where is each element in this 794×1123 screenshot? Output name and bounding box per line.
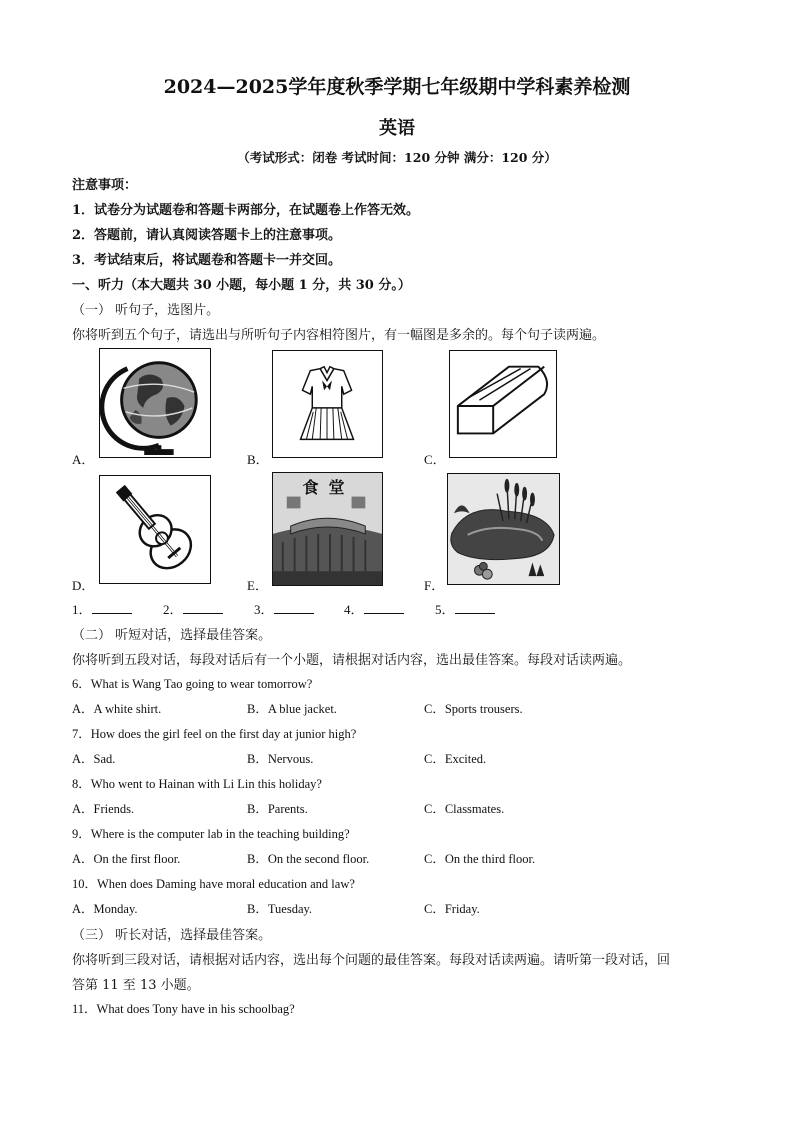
- answer-blank[interactable]: 2．: [163, 599, 223, 618]
- subject-title: 英语: [379, 118, 415, 139]
- answer-blank[interactable]: 3．: [254, 599, 314, 618]
- part-heading: （一） 听句子，选图片。: [72, 303, 220, 318]
- picture-letter: B．: [247, 452, 269, 467]
- part-heading: （二） 听短对话，选择最佳答案。: [72, 628, 272, 643]
- school-uniform-icon: [272, 350, 383, 458]
- question-text: 9．Where is the computer lab in the teaching building?: [72, 827, 350, 841]
- question-text: 6．What is Wang Tao going to wear tomorrow?: [72, 677, 313, 691]
- note-item: 2．答题前，请认真阅读答题卡上的注意事项。: [72, 228, 342, 243]
- question-text: 11．What does Tony have in his schoolbag?: [72, 1002, 295, 1016]
- eraser-icon: [449, 350, 557, 458]
- option-c[interactable]: C．On the third floor.: [424, 852, 536, 866]
- option-a[interactable]: A．Friends.: [72, 802, 135, 816]
- part-instruction-continued: 答第 11 至 13 小题。: [72, 978, 200, 993]
- option-b[interactable]: B．On the second floor.: [247, 852, 370, 866]
- notes-heading: 注意事项：: [72, 178, 138, 193]
- note-item: 1．试卷分为试题卷和答题卡两部分，在试题卷上作答无效。: [72, 203, 420, 218]
- option-c[interactable]: C．Friday.: [424, 902, 480, 916]
- picture-letter: F．: [424, 578, 445, 593]
- picture-letter: A．: [72, 452, 95, 467]
- note-item: 3．考试结束后，将试题卷和答题卡一并交回。: [72, 253, 342, 268]
- option-b[interactable]: B．Parents.: [247, 802, 308, 816]
- picture-letter: C．: [424, 452, 446, 467]
- option-a[interactable]: A．Monday.: [72, 902, 138, 916]
- option-b[interactable]: B．Nervous.: [247, 752, 314, 766]
- part-instruction: 你将听到三段对话，请根据对话内容，选出每个问题的最佳答案。每段对话读两遍。请听第一段对话，回: [72, 953, 671, 968]
- option-a[interactable]: A．Sad.: [72, 752, 116, 766]
- option-c[interactable]: C．Excited.: [424, 752, 487, 766]
- picture-letter: D．: [72, 578, 95, 593]
- exam-title: 2024—2025学年度秋季学期七年级期中学科素养检测: [163, 76, 631, 98]
- option-c[interactable]: C．Classmates.: [424, 802, 505, 816]
- globe-icon: [99, 348, 211, 458]
- question-text: 10．When does Daming have moral education and law?: [72, 877, 355, 891]
- exam-info: （考试形式：闭卷 考试时间：120 分钟 满分：120 分）: [237, 150, 557, 165]
- option-a[interactable]: A．On the first floor.: [72, 852, 181, 866]
- section-heading: 一、听力（本大题共 30 小题，每小题 1 分，共 30 分。）: [72, 278, 411, 293]
- dining-hall-icon: [272, 472, 383, 586]
- part-heading: （三） 听长对话，选择最佳答案。: [72, 928, 272, 943]
- option-c[interactable]: C．Sports trousers.: [424, 702, 523, 716]
- dining-hall-sign: 食堂: [302, 478, 355, 497]
- question-text: 7．How does the girl feel on the first day at junior high?: [72, 727, 357, 741]
- picture-letter: E．: [247, 578, 268, 593]
- answer-blank[interactable]: 4．: [344, 599, 404, 618]
- answer-blank[interactable]: 1．: [72, 599, 132, 618]
- part-instruction: 你将听到五个句子，请选出与所听句子内容相符图片，有一幅图是多余的。每个句子读两遍。: [72, 328, 606, 343]
- answer-blank[interactable]: 5．: [435, 599, 495, 618]
- option-b[interactable]: B．A blue jacket.: [247, 702, 337, 716]
- option-b[interactable]: B．Tuesday.: [247, 902, 313, 916]
- part-instruction: 你将听到五段对话，每段对话后有一个小题，请根据对话内容，选出最佳答案。每段对话读两遍。: [72, 653, 632, 668]
- question-text: 8．Who went to Hainan with Li Lin this holiday?: [72, 777, 322, 791]
- guitar-icon: [99, 475, 211, 584]
- pond-icon: [447, 473, 560, 585]
- option-a[interactable]: A．A white shirt.: [72, 702, 162, 716]
